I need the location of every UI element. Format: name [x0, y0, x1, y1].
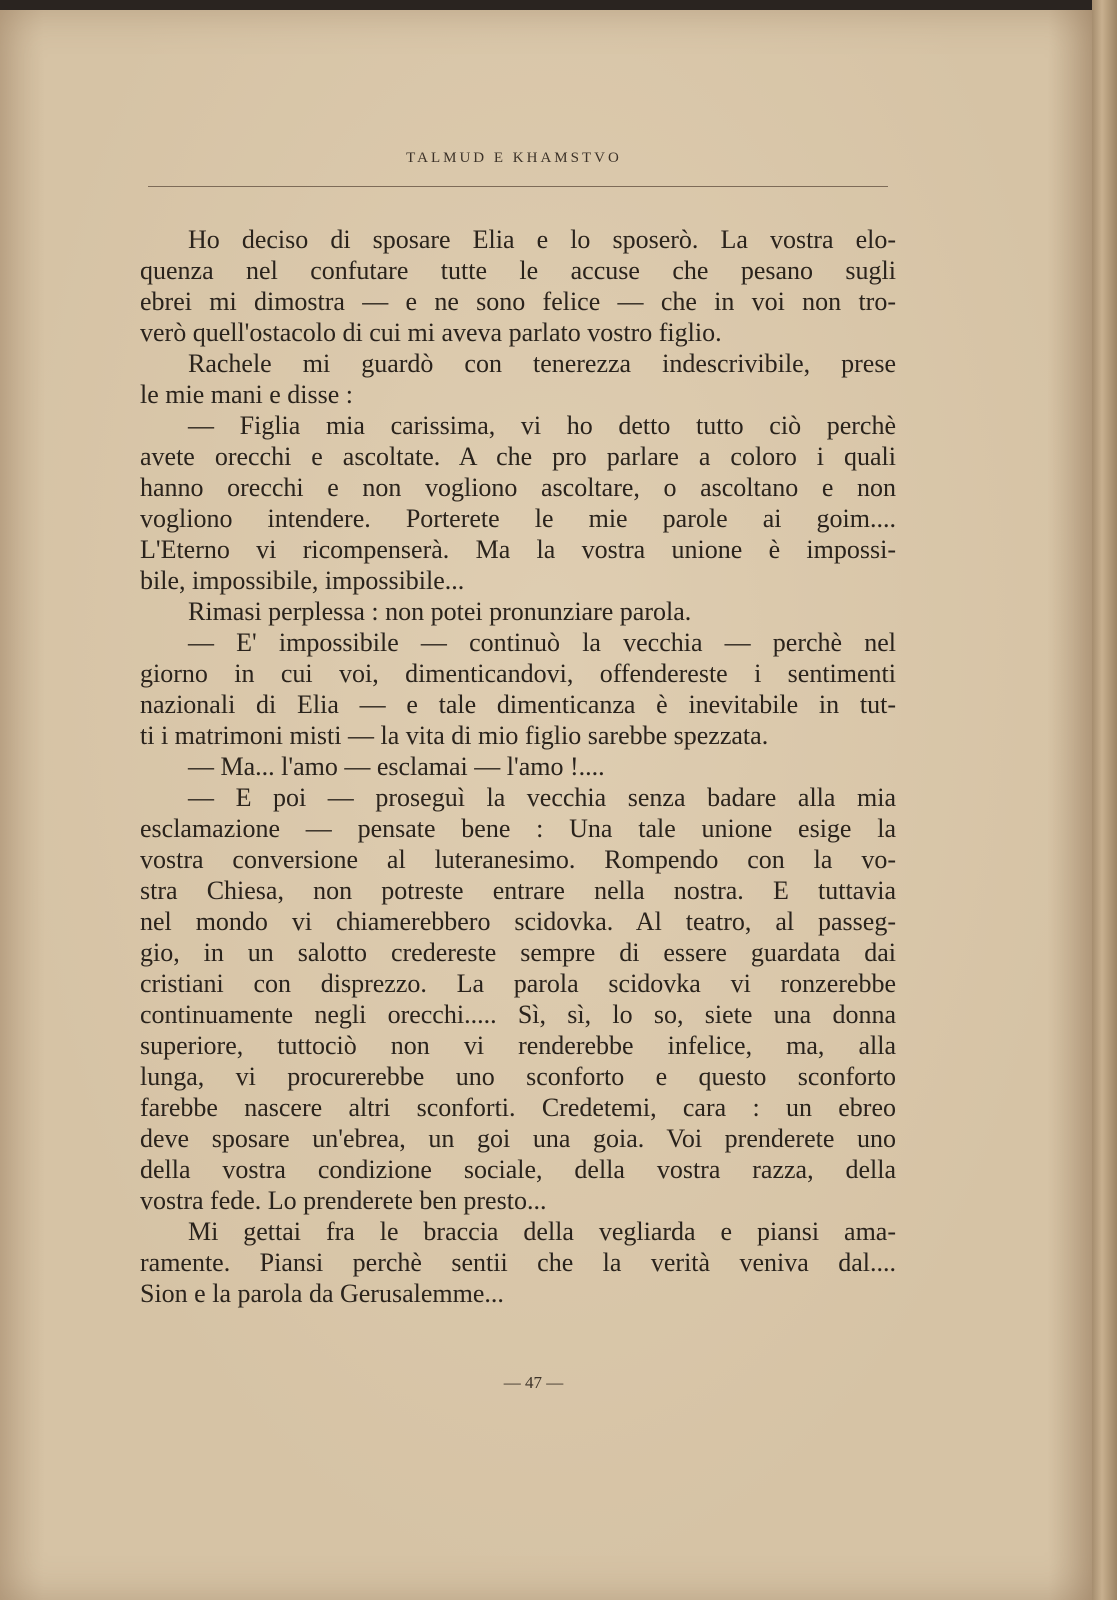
text-line: lunga, vi procurerebbe uno sconforto e questo sconforto: [140, 1062, 896, 1091]
text-line: Sion e la parola da Gerusalemme...: [140, 1279, 504, 1308]
text-line: Mi gettai fra le braccia della vegliarda e piansi ama-: [188, 1217, 896, 1246]
text-line: bile, impossibile, impossibile...: [140, 566, 465, 595]
text-line: hanno orecchi e non vogliono ascoltare, o ascoltano e non: [140, 473, 896, 502]
page-edge: [1092, 0, 1117, 1600]
body-text: [140, 224, 896, 1309]
text-line: Rachele mi guardò con tenerezza indescrivibile, prese: [188, 349, 896, 378]
text-line: vogliono intendere. Porterete le mie parole ai goim....: [140, 504, 896, 533]
text-line: le mie mani e disse :: [140, 380, 354, 409]
text-line: — E' impossibile — continuò la vecchia — perchè nel: [188, 628, 896, 657]
text-line: verò quell'ostacolo di cui mi aveva parlato vostro figlio.: [140, 318, 722, 347]
text-line: — Ma... l'amo — esclamai — l'amo !....: [188, 752, 605, 781]
text-line: vostra conversione al luteranesimo. Rompendo con la vo-: [140, 845, 896, 874]
text-line: farebbe nascere altri sconforti. Credetemi, cara : un ebreo: [140, 1093, 896, 1122]
text-line: deve sposare un'ebrea, un goi una goia. Voi prenderete uno: [140, 1124, 896, 1153]
text-line: nel mondo vi chiamerebbero scidovka. Al teatro, al passeg-: [140, 907, 896, 936]
text-line: Rimasi perplessa : non potei pronunziare parola.: [188, 597, 692, 626]
text-line: stra Chiesa, non potreste entrare nella nostra. E tuttavia: [140, 876, 896, 905]
page-number: — 47 —: [503, 1373, 564, 1392]
text-line: avete orecchi e ascoltate. A che pro parlare a coloro i quali: [140, 442, 896, 471]
text-line: giorno in cui voi, dimenticandovi, offendereste i sentimenti: [140, 659, 896, 688]
text-line: gio, in un salotto credereste sempre di essere guardata dai: [140, 938, 896, 967]
text-line: continuamente negli orecchi..... Sì, sì, lo so, siete una donna: [140, 1000, 896, 1029]
text-line: vostra fede. Lo prenderete ben presto...: [140, 1186, 547, 1215]
text-line: esclamazione — pensate bene : Una tale unione esige la: [140, 814, 896, 843]
text-line: superiore, tuttociò non vi renderebbe infelice, ma, alla: [140, 1031, 896, 1060]
text-line: — Figlia mia carissima, vi ho detto tutto ciò perchè: [188, 411, 896, 440]
text-line: — E poi — proseguì la vecchia senza badare alla mia: [188, 783, 896, 812]
text-line: L'Eterno vi ricompenserà. Ma la vostra unione è impossi-: [140, 535, 896, 564]
text-line: nazionali di Elia — e tale dimenticanza è inevitabile in tut-: [140, 690, 896, 719]
text-line: della vostra condizione sociale, della vostra razza, della: [140, 1155, 896, 1184]
text-line: ti i matrimoni misti — la vita di mio figlio sarebbe spezzata.: [140, 721, 769, 750]
text-line: Ho deciso di sposare Elia e lo sposerò. La vostra elo-: [188, 225, 896, 254]
running-header: TALMUD E KHAMSTVO: [406, 150, 622, 166]
header-rule: [148, 186, 888, 187]
text-line: ebrei mi dimostra — e ne sono felice — che in voi non tro-: [140, 287, 896, 316]
text-line: quenza nel confutare tutte le accuse che pesano sugli: [140, 256, 896, 285]
text-line: ramente. Piansi perchè sentii che la verità veniva dal....: [140, 1248, 896, 1277]
text-line: cristiani con disprezzo. La parola scidovka vi ronzerebbe: [140, 969, 896, 998]
